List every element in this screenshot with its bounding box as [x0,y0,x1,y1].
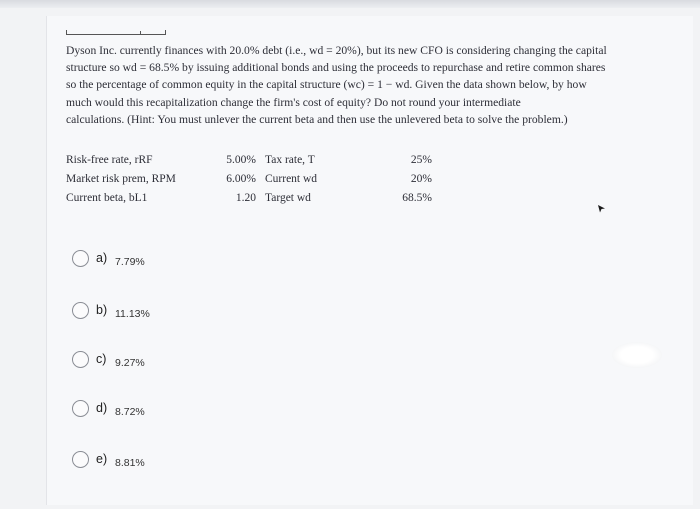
choice-value: 7.79% [115,256,145,268]
given-values-left [212,151,256,208]
label-tax-rate: Tax rate, T [265,154,315,166]
question-line: Dyson Inc. currently finances with 20.0% debt (i.e., wd = 20%), but its new CFO is considering changing the capital [66,44,607,57]
choice-c[interactable] [72,351,232,373]
choice-letter: d) [96,401,108,415]
choice-e[interactable] [72,451,232,473]
value-target-wd: 68.5% [402,192,432,204]
choice-letter: b) [96,303,108,317]
label-market-risk-premium: Market risk prem, RPM [66,173,176,185]
progress-scrubber [66,28,166,35]
question-line: so the percentage of common equity in the capital structure (wc) = 1 − wd. Given the data shown below, by how [66,78,587,92]
value-current-beta: 1.20 [235,192,256,204]
radio-button-icon[interactable] [72,302,89,319]
choice-letter: e) [96,452,108,466]
choice-value: 8.81% [115,457,145,469]
question-line: much would this recapitalization change the firm's cost of equity? Do not round your intermediate [66,95,521,109]
given-values-right [384,151,432,208]
choice-letter: c) [96,352,107,366]
value-risk-free-rate: 5.00% [226,154,256,166]
label-target-wd: Target wd [265,192,311,204]
choice-b[interactable] [72,302,232,324]
choice-d[interactable] [72,400,232,422]
radio-button-icon[interactable] [72,250,89,267]
radio-button-icon[interactable] [72,451,89,468]
given-labels-left [66,151,206,208]
value-tax-rate: 25% [410,154,432,166]
choice-a[interactable] [72,250,232,272]
radio-button-icon[interactable] [72,351,89,368]
choice-value: 11.13% [115,308,150,320]
choice-letter: a) [96,251,108,265]
question-line: calculations. (Hint: You must unlever the current beta and then use the unlevered beta to solve the problem.) [66,112,568,126]
top-strip [0,0,700,8]
label-risk-free-rate: Risk-free rate, rRF [66,154,153,166]
value-market-risk-premium: 6.00% [226,173,256,185]
value-current-wd: 20% [410,173,432,185]
given-labels-right [265,151,365,208]
arrow-cursor-icon [597,204,606,213]
choice-value: 8.72% [115,406,145,418]
question-line: structure so wd = 68.5% by issuing additional bonds and using the proceeds to repurchase and retire common shares [66,61,606,75]
choice-value: 9.27% [115,357,145,369]
radio-button-icon[interactable] [72,400,89,417]
label-current-beta: Current beta, bL1 [66,192,148,204]
screen-glare [612,342,662,368]
label-current-wd: Current wd [265,173,318,185]
question-text [66,42,626,128]
